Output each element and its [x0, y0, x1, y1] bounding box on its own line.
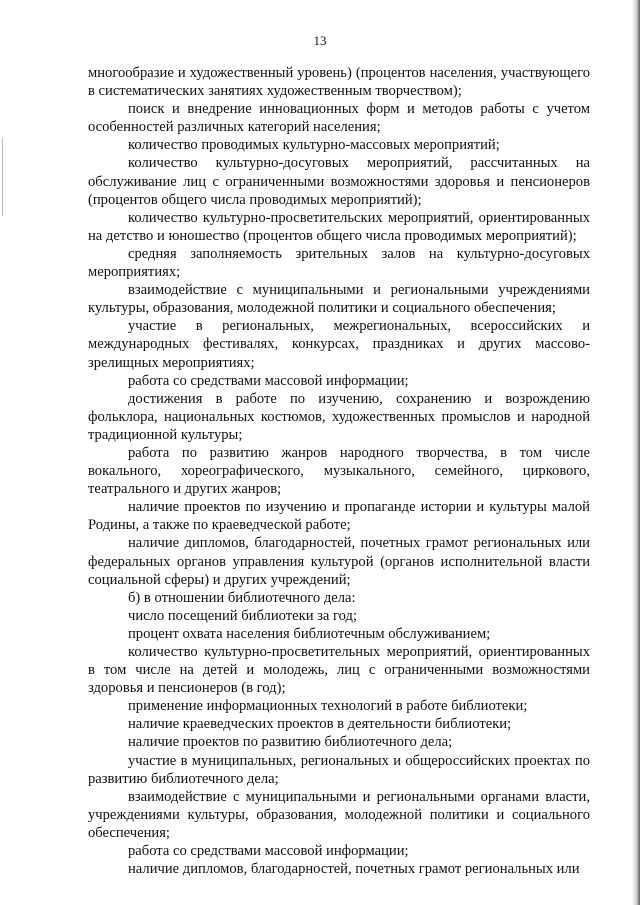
- page-number: 13: [313, 33, 327, 48]
- paragraph: достижения в работе по изучению, сохранению и возрождению фольклора, национальных костюмов, художественных промыслов и народной традиционной культуры;: [88, 390, 590, 443]
- paragraph: процент охвата населения библиотечным обслуживанием;: [128, 625, 491, 642]
- document-body: [88, 64, 590, 878]
- paragraph: участие в региональных, межрегиональных, всероссийских и международных фестивалях, конкурсах, праздниках и других массово-зрелищных мероприятиях;: [88, 318, 590, 371]
- scan-edge-mark: [2, 138, 3, 216]
- paragraph: количество проводимых культурно-массовых мероприятий;: [128, 137, 500, 154]
- paragraph: взаимодействие с муниципальными и региональными органами власти, учреждениями культуры, образования, молодежной политики и социального обеспечения;: [88, 788, 590, 841]
- section-heading: б) в отношении библиотечного дела:: [128, 589, 356, 606]
- paragraph: работа со средствами массовой информации;: [128, 372, 409, 389]
- paragraph: число посещений библиотеки за год;: [128, 607, 358, 624]
- paragraph: применение информационных технологий в работе библиотеки;: [128, 698, 528, 715]
- paragraph: работа по развитию жанров народного творчества, в том числе вокального, хореографического, музыкального, семейного, циркового, театрального и других жанров;: [88, 444, 590, 498]
- paragraph: работа со средствами массовой информации;: [128, 843, 409, 860]
- paragraph: количество культурно-досуговых мероприятий, рассчитанных на обслуживание лиц с ограниченными возможностями здоровья и пенсионеров (процентов общего числа проводимых мероприятий);: [88, 155, 590, 208]
- paragraph: наличие дипломов, благодарностей, почетных грамот региональных или федеральных органов управления культурой (органов исполнительной власти социальной сферы) и других учреждений;: [88, 535, 590, 588]
- paragraph: наличие проектов по изучению и пропаганде истории и культуры малой Родины, а также по краеведческой работе;: [88, 499, 590, 534]
- scan-page-edge: [632, 0, 640, 905]
- paragraph: количество культурно-просветительских мероприятий, ориентированных на детство и юношество (процентов общего числа проводимых мероприятий);: [88, 209, 590, 244]
- paragraph: взаимодействие с муниципальными и региональными учреждениями культуры, образования, молодежной политики и социального обеспечения;: [88, 282, 590, 317]
- paragraph: наличие дипломов, благодарностей, почетных грамот региональных или: [128, 861, 580, 878]
- paragraph: наличие краеведческих проектов в деятельности библиотеки;: [128, 716, 512, 733]
- paragraph: поиск и внедрение инновационных форм и методов работы с учетом особенностей различных категорий населения;: [88, 101, 590, 136]
- paragraph: участие в муниципальных, региональных и общероссийских проектах по развитию библиотечного дела;: [88, 752, 590, 787]
- paragraph: средняя заполняемость зрительных залов на культурно-досуговых мероприятиях;: [88, 245, 590, 281]
- paragraph: количество культурно-просветительных мероприятий, ориентированных в том числе на детей и молодежь, лиц с ограниченными возможностями здоровья и пенсионеров (в год);: [88, 644, 590, 697]
- paragraph: многообразие и художественный уровень) (процентов населения, участвующего в систематических занятиях художественным творчеством);: [88, 65, 590, 100]
- paragraph: наличие проектов по развитию библиотечного дела;: [128, 734, 453, 751]
